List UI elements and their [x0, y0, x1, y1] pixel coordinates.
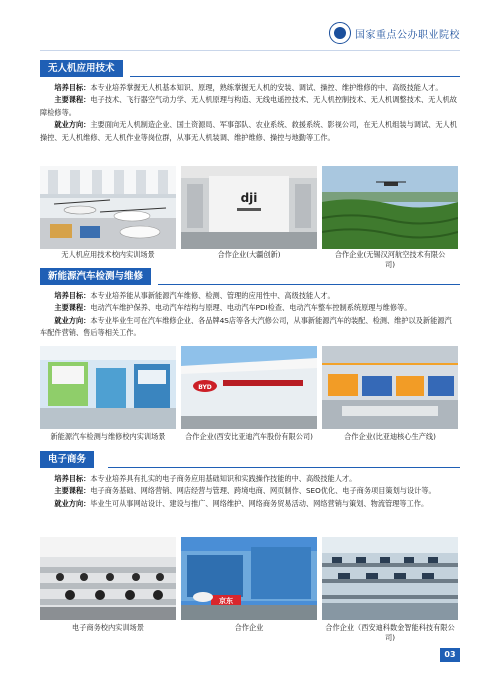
- section-text-drone: 培养目标：本专业培养掌握无人机基本知识、原理，熟练掌握无人机的安装、调试、操控、维护维修的中、高级技能人才。 主要课程：电子技术、飞行器空气动力学、无人机原理与构造、无线电遥控技术、无人机控制技术、无人机调整技术、无人机故障检修等。 就业方向：主要面向无人机制造企业、国土资源局、军事部队、农业系统、救援系统、影视公司，在无人机组装与调试、无人机操控、无人机维修、无人机作业等岗位群，从事无人机装调、维护维修、操控与地勤等工作。: [40, 83, 457, 142]
- photo-ecommerce-training: [40, 537, 176, 620]
- section-text-ecommerce: 培养目标：本专业培养具有扎实的电子商务应用基础知识和实践操作技能的中、高级技能人才。 主要课程：电子商务基础、网络营销、网店经营与管理、跨境电商、网页制作、SEO优化、电子商务项目策划与设计等。 就业方向：毕业生可从事网站设计、建设与推广、网络维护、网络商务贸易活动、网络营销与策划、物流管理等工作。: [54, 474, 436, 508]
- caption-ev-1: 新能源汽车检测与维修校内实训场景: [50, 432, 166, 441]
- svg-text:BYD: BYD: [198, 384, 212, 391]
- section-rule: [130, 76, 460, 77]
- page-header: [329, 22, 460, 44]
- section-rule: [108, 467, 460, 468]
- photo-drone-training: [40, 166, 176, 249]
- photo-tea-field-drone: [322, 166, 458, 249]
- section-title-ecommerce: 电子商务: [40, 451, 94, 468]
- photo-byd-building: [181, 346, 317, 429]
- photo-ev-training: [40, 346, 176, 429]
- photo-jd-building: [181, 537, 317, 620]
- section-title-ev: 新能源汽车检测与维修: [40, 268, 151, 285]
- svg-text:京东: 京东: [219, 597, 233, 605]
- section-text-ev: 培养目标：本专业培养能从事新能源汽车维修、检测、管理的应用性中、高级技能人才。 主要课程：电动汽车维护保养、电动汽车结构与原理、电动汽车PDI检查、电动汽车整车控制系统原理与维修等。 就业方向：本专业毕业生可在汽车维修企业、各品牌4S店等各大汽修公司，从事新能源汽车的装配、检测、维护以及新能源汽车配件营销、售后等相关工作。: [40, 291, 452, 338]
- caption-ev-3: 合作企业(比亚迪核心生产线): [344, 432, 436, 441]
- section-rule: [158, 284, 460, 285]
- photo-byd-line: [322, 346, 458, 429]
- caption-ecommerce-3: 合作企业（西安迪科数金智能科技有限公司): [325, 623, 455, 642]
- photo-dji-store: [181, 166, 317, 249]
- photo-office-room: [322, 537, 458, 620]
- caption-ev-2: 合作企业(西安比亚迪汽车股份有限公司): [185, 432, 313, 441]
- caption-drone-1: 无人机应用技术校内实训场景: [61, 250, 155, 259]
- caption-drone-2: 合作企业(大疆创新): [217, 250, 281, 259]
- caption-ecommerce-1: 电子商务校内实训场景: [72, 623, 144, 632]
- school-name: 国家重点公办职业院校: [355, 29, 460, 41]
- school-emblem-icon: [329, 22, 351, 44]
- header-divider: [40, 50, 460, 51]
- caption-drone-3: 合作企业(无锡汉河航空技术有限公司): [334, 250, 446, 269]
- section-title-drone: 无人机应用技术: [40, 60, 123, 77]
- svg-text:dji: dji: [240, 191, 258, 205]
- page-number: 03: [440, 648, 460, 662]
- caption-ecommerce-2: 合作企业: [234, 623, 264, 632]
